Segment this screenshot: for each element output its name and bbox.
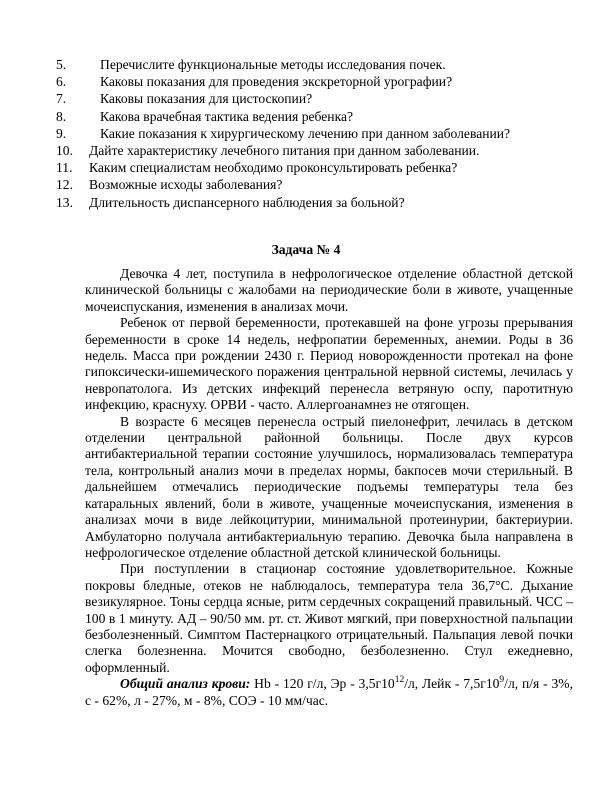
blood-test-value: /л, Лейк - 7,5г10 [404, 676, 500, 692]
question-text: Каковы показания для цистоскопии? [100, 91, 313, 107]
question-item [56, 194, 576, 211]
question-item [56, 108, 576, 125]
paragraph-history: В возрасте 6 месяцев перенесла острый пиелонефрит, лечилась в детском отделении центральной районной больницы. После двух курсов антибактериальной терапии состояние улучшилось, нормализовалась температура тела, контрольный анализ мочи в пределах нормы, бакпосев мочи стерильный. В дальнейшем отмечались периодические подъемы температуры тела без катаральных явлений, боли в животе, учащенные мочеиспускания, изменения в анализах мочи в виде лейкоцитурии, минимальной протеинурии, бактериурии. Амбулаторно получала антибактериальную терапию. Девочка была направлена в нефрологическое отделение областной детской клинической больницы. [85, 413, 573, 560]
question-text: Возможные исходы заболевания? [89, 177, 283, 193]
question-number: 8. [56, 108, 67, 124]
question-text: Перечислите функциональные методы исследования почек. [100, 57, 446, 72]
question-number: 10. [56, 142, 73, 158]
exponent: 12 [394, 674, 405, 685]
paragraph-complaints: Девочка 4 лет, поступила в нефрологическое отделение областной детской клинической больницы с жалобами на периодические боли в животе, учащенные мочеиспускания, изменения в анализах мочи. [85, 266, 573, 314]
question-item [56, 73, 576, 90]
blood-test-label: Общий анализ крови: [120, 676, 251, 692]
question-number: 13. [56, 194, 73, 210]
question-text: Какова врачебная тактика ведения ребенка? [100, 108, 354, 124]
question-text: Дайте характеристику лечебного питания при данном заболевании. [89, 142, 480, 158]
blood-test-value: Нb - 120 г/л, Эр - 3,5г10 [250, 676, 395, 692]
question-item [56, 176, 576, 193]
question-item [56, 142, 576, 159]
question-number: 6. [56, 74, 67, 90]
question-number: 12. [56, 177, 73, 193]
exponent: 9 [499, 674, 505, 685]
question-item [56, 125, 576, 142]
blood-test-paragraph [85, 676, 573, 709]
question-text: Длительность диспансерного наблюдения за больной? [89, 194, 405, 210]
question-number: 11. [56, 160, 73, 176]
paragraph-anamnesis: Ребенок от первой беременности, протекавшей на фоне угрозы прерывания беременности в сроке 14 недель, нефропатии беременных, анемии. Роды в 36 недель. Масса при рождении 2430 г. Период новорожденности протекал на фоне гипоксически-ишемического поражения центральной нервной системы, лечилась у невропатолога. Из детских инфекций перенесла ветряную оспу, паротитную инфекцию, краснуху. ОРВИ - часто. Аллергоанамнез не отягощен. [85, 315, 573, 413]
question-item [56, 90, 576, 107]
blood-test-value: /л, п/я - 3%, с - 62%, л - 27%, м - 8%, СОЭ - 10 мм/час. [85, 676, 573, 708]
question-text: Каким специалистам необходимо проконсультировать ребенка? [89, 160, 458, 176]
question-text: Какие показания к хирургическому лечению при данном заболевании? [100, 125, 511, 141]
question-number: 7. [56, 91, 67, 107]
question-item [56, 56, 576, 73]
question-number: 5. [56, 57, 67, 72]
question-text: Каковы показания для проведения экскреторной урографии? [100, 74, 453, 90]
task-title: Задача № 4 [271, 242, 341, 257]
paragraph-examination: При поступлении в стационар состояние удовлетворительное. Кожные покровы бледные, отеков не наблюдалось, температура тела 36,7°С. Дыхание везикулярное. Тоны сердца ясные, ритм сердечных сокращений правильный. ЧСС – 100 в 1 минуту. АД – 90/50 мм. рт. ст. Живот мягкий, при поверхностной пальпации безболезненный. Симптом Пастернацкого отрицательный. Пальпация левой почки слегка болезненна. Мочится свободно, безболезненно. Стул ежедневно, оформленный. [85, 561, 573, 675]
question-number: 9. [56, 125, 67, 141]
question-list [56, 56, 576, 211]
question-item [56, 159, 576, 176]
case-description [85, 266, 573, 709]
